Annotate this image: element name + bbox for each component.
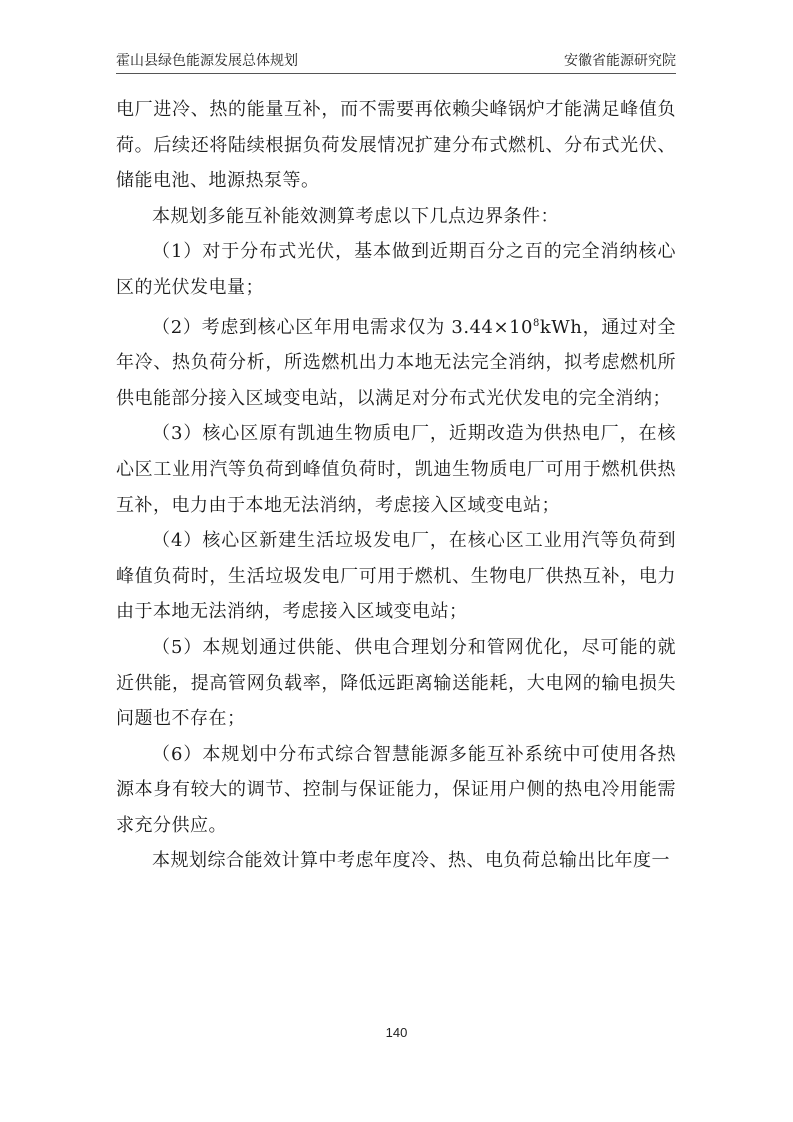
paragraph-condition-6: （6）本规划中分布式综合智慧能源多能互补系统中可使用各热源本身有较大的调节、控制与保证能力，保证用户侧的热电冷用能需求充分供应。: [116, 743, 676, 836]
header-document-title: 霍山县绿色能源发展总体规划: [116, 53, 298, 69]
paragraph-condition-4: （4）核心区新建生活垃圾发电厂，在核心区工业用汽等负荷到峰值负荷时，生活垃圾发电厂可用于燃机、生物电厂供热互补，电力由于本地无法消纳，考虑接入区域变电站；: [116, 530, 676, 623]
exponent: 8: [533, 317, 540, 329]
paragraph-condition-3: （3）核心区原有凯迪生物质电厂，近期改造为供热电厂，在核心区工业用汽等负荷到峰值负荷时，凯迪生物质电厂可用于燃机供热互补，电力由于本地无法消纳，考虑接入区域变电站；: [116, 423, 676, 516]
paragraph-boundary-intro: 本规划多能互补能效测算考虑以下几点边界条件：: [152, 205, 559, 227]
paragraph-condition-5: （5）本规划通过供能、供电合理划分和管网优化，尽可能的就近供能，提高管网负载率，降低远距离输送能耗，大电网的输电损失问题也不存在；: [116, 636, 676, 730]
header-divider: [116, 73, 676, 74]
paragraph-efficiency-calc: 本规划综合能效计算中考虑年度冷、热、电负荷总输出比年度一: [152, 850, 670, 872]
paragraph-condition-1: （1）对于分布式光伏，基本做到近期百分之百的完全消纳核心区的光伏发电量；: [116, 241, 676, 298]
header-organization: 安徽省能源研究院: [564, 53, 676, 69]
paragraph-condition-2: [116, 306, 676, 417]
page-header: [116, 50, 676, 76]
condition-2-text-start: （2）考虑到核心区年用电需求仅为 3.44×10: [152, 316, 533, 338]
page-number: 140: [385, 1025, 408, 1040]
body-text: [116, 92, 676, 879]
paragraph-continued: 电厂进冷、热的能量互补，而不需要再依赖尖峰锅炉才能满足峰值负荷。后续还将陆续根据负荷发展情况扩建分布式燃机、分布式光伏、储能电池、地源热泵等。: [116, 99, 676, 192]
condition-2-text-end: kWh，通过对全年冷、热负荷分析，所选燃机出力本地无法完全消纳，拟考虑燃机所供电能部分接入区域变电站，以满足对分布式光伏发电的完全消纳；: [116, 316, 676, 409]
